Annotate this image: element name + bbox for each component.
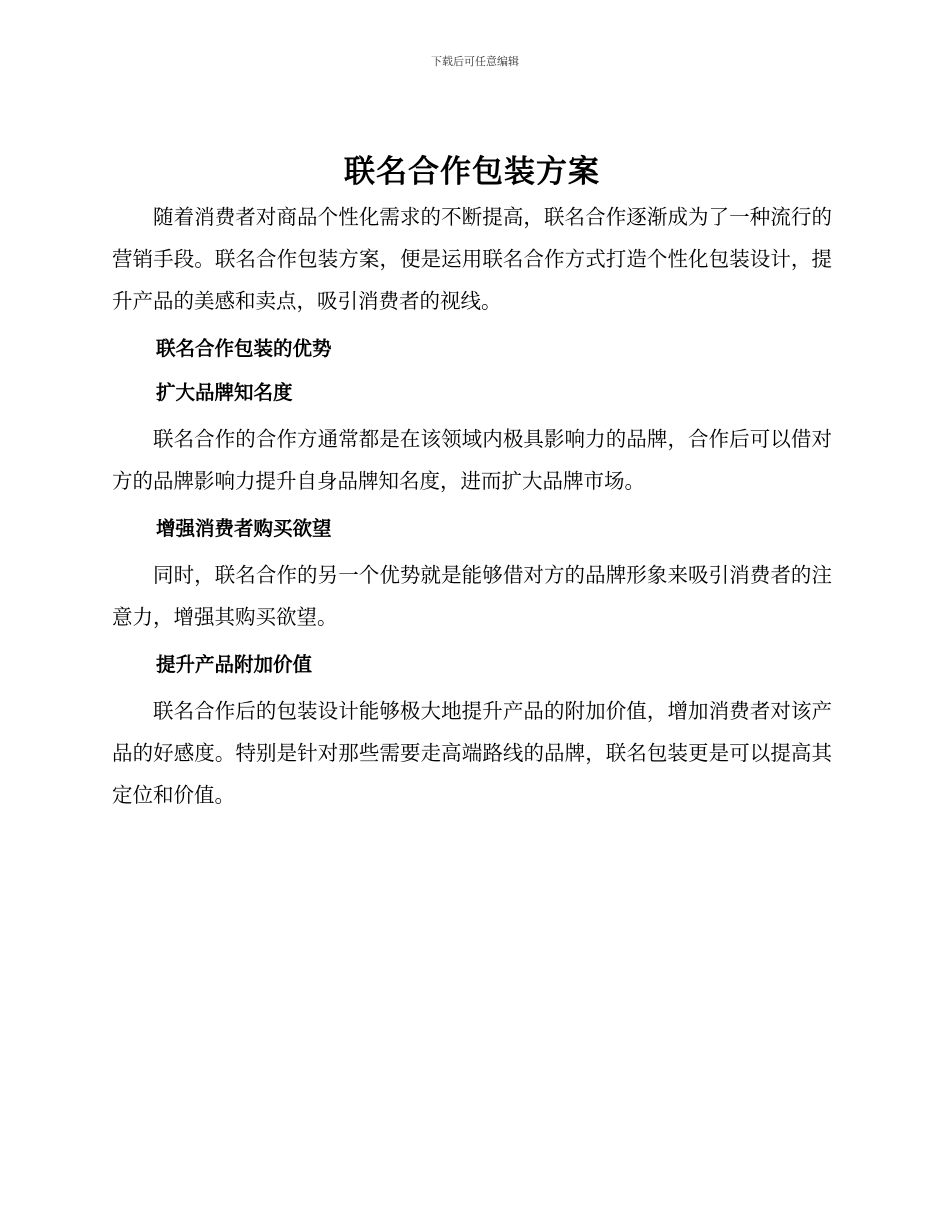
document-content bbox=[112, 150, 832, 816]
header-note: 下载后可任意编辑 bbox=[431, 55, 519, 68]
intro-paragraph: 随着消费者对商品个性化需求的不断提高，联名合作逐渐成为了一种流行的营销手段。联名合作包装方案，便是运用联名合作方式打造个性化包装设计，提升产品的美感和卖点，吸引消费者的视线。 bbox=[112, 205, 832, 313]
section-heading-advantages: 联名合作包装的优势 bbox=[156, 337, 332, 360]
subheading-added-value: 提升产品附加价值 bbox=[156, 653, 313, 676]
paragraph-purchase-desire: 同时，联名合作的另一个优势就是能够借对方的品牌形象来吸引消费者的注意力，增强其购买欲望。 bbox=[112, 563, 832, 629]
document-title: 联名合作包装方案 bbox=[344, 154, 600, 190]
paragraph-added-value: 联名合作后的包装设计能够极大地提升产品的附加价值，增加消费者对该产品的好感度。特别是针对那些需要走高端路线的品牌，联名包装更是可以提高其定位和价值。 bbox=[112, 699, 832, 807]
paragraph-brand-awareness: 联名合作的合作方通常都是在该领域内极具影响力的品牌，合作后可以借对方的品牌影响力提升自身品牌知名度，进而扩大品牌市场。 bbox=[112, 427, 832, 493]
subheading-purchase-desire: 增强消费者购买欲望 bbox=[156, 517, 332, 540]
subheading-brand-awareness: 扩大品牌知名度 bbox=[156, 381, 293, 404]
